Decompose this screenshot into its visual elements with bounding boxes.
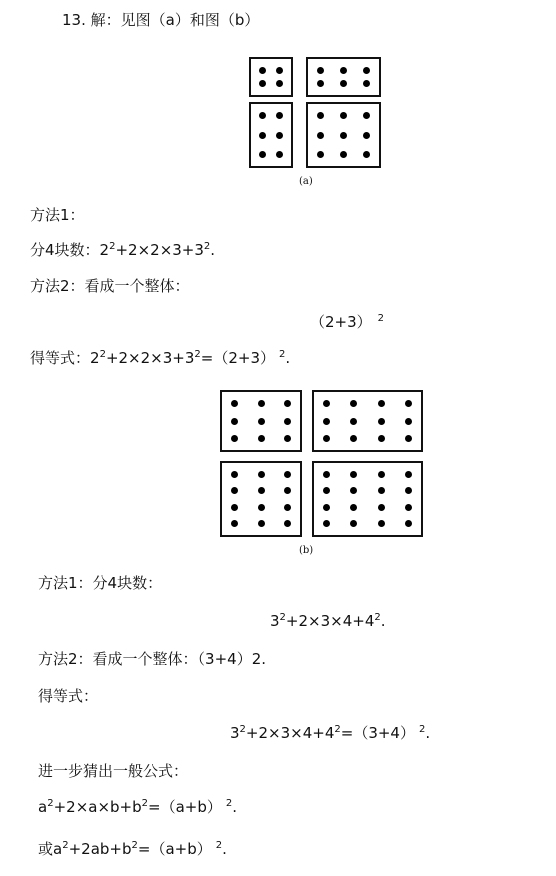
dot bbox=[259, 132, 266, 139]
term-middle: +2ab+ bbox=[68, 840, 122, 858]
dot bbox=[259, 67, 266, 74]
dot bbox=[363, 151, 370, 158]
figure-a-box-3 bbox=[249, 102, 293, 168]
dot bbox=[350, 520, 357, 527]
dot bbox=[378, 487, 385, 494]
whole-exponent: 2 bbox=[377, 313, 385, 324]
dot bbox=[284, 520, 291, 527]
dot bbox=[323, 400, 330, 407]
term-exponent: 2 bbox=[239, 724, 246, 735]
general-formula-2 bbox=[38, 840, 227, 858]
figure-a-box-2 bbox=[306, 57, 381, 97]
dot bbox=[350, 435, 357, 442]
dot bbox=[405, 400, 412, 407]
method1-prefix: 分4块数： bbox=[30, 241, 100, 259]
dot bbox=[363, 112, 370, 119]
dot bbox=[259, 112, 266, 119]
term-exponent: 2 bbox=[131, 840, 138, 851]
dot bbox=[231, 400, 238, 407]
dot bbox=[317, 112, 324, 119]
term-middle: +2×a×b+ bbox=[53, 798, 133, 816]
dot bbox=[231, 471, 238, 478]
term-exponent: 2 bbox=[374, 612, 381, 623]
dot bbox=[323, 418, 330, 425]
term-exponent: 2 bbox=[141, 798, 149, 809]
term-base: a bbox=[38, 798, 48, 816]
term-middle: +2×3×4+ bbox=[245, 724, 325, 742]
term-base: b bbox=[132, 798, 142, 816]
figure-a-box-1 bbox=[249, 57, 293, 97]
dot bbox=[258, 520, 265, 527]
dot bbox=[340, 112, 347, 119]
dot bbox=[350, 504, 357, 511]
figure-b-box-2 bbox=[312, 390, 423, 452]
dot bbox=[259, 80, 266, 87]
equation-rhs: =（2+3） bbox=[200, 349, 275, 367]
formula-prefix: 或 bbox=[38, 840, 54, 858]
part-a-method1-expression bbox=[30, 241, 215, 259]
term-base: 2 bbox=[90, 349, 100, 367]
dot bbox=[378, 520, 385, 527]
dot bbox=[323, 471, 330, 478]
general-label: 进一步猜出一般公式： bbox=[38, 762, 189, 780]
part-a-method1-label: 方法1： bbox=[30, 206, 85, 224]
dot bbox=[317, 80, 324, 87]
term-exponent: 2 bbox=[279, 612, 286, 623]
dot bbox=[284, 504, 291, 511]
dot bbox=[258, 471, 265, 478]
dot bbox=[231, 504, 238, 511]
dot bbox=[405, 520, 412, 527]
part-a-method2: 方法2：看成一个整体： bbox=[30, 277, 190, 295]
dot bbox=[284, 418, 291, 425]
part-b-equation-label: 得等式： bbox=[38, 687, 99, 705]
dot bbox=[258, 435, 265, 442]
part-b-expression bbox=[270, 612, 386, 630]
term-middle: +2×3×4+ bbox=[285, 612, 365, 630]
dot bbox=[323, 520, 330, 527]
dot bbox=[405, 504, 412, 511]
dot bbox=[258, 400, 265, 407]
term-base: 3 bbox=[194, 241, 204, 259]
dot bbox=[378, 504, 385, 511]
dot bbox=[378, 418, 385, 425]
dot bbox=[350, 400, 357, 407]
dot bbox=[276, 112, 283, 119]
dot bbox=[258, 487, 265, 494]
dot bbox=[259, 151, 266, 158]
term-base: 3 bbox=[184, 349, 195, 367]
term-exponent: 2 bbox=[62, 840, 69, 851]
dot bbox=[231, 487, 238, 494]
dot bbox=[258, 504, 265, 511]
rhs-exponent: 2 bbox=[279, 349, 286, 360]
dot bbox=[276, 151, 283, 158]
part-a-equation bbox=[30, 349, 290, 367]
dot bbox=[378, 435, 385, 442]
dot bbox=[323, 504, 330, 511]
part-b-method1: 方法1：分4块数： bbox=[38, 574, 163, 592]
dot bbox=[363, 132, 370, 139]
rhs-exponent: 2 bbox=[225, 798, 233, 809]
part-b-equation bbox=[230, 724, 430, 742]
dot bbox=[405, 471, 412, 478]
dot bbox=[405, 418, 412, 425]
dot bbox=[378, 471, 385, 478]
problem-header bbox=[62, 11, 259, 29]
term-base: b bbox=[122, 840, 132, 858]
term-middle: +2×2×3+ bbox=[105, 349, 185, 367]
dot bbox=[340, 151, 347, 158]
dot bbox=[284, 400, 291, 407]
dot bbox=[340, 67, 347, 74]
dot bbox=[323, 435, 330, 442]
dot bbox=[284, 487, 291, 494]
figure-b-caption: (b) bbox=[299, 545, 314, 556]
dot bbox=[231, 435, 238, 442]
dot bbox=[350, 471, 357, 478]
dot bbox=[317, 151, 324, 158]
dot bbox=[284, 471, 291, 478]
dot bbox=[405, 487, 412, 494]
dot bbox=[276, 67, 283, 74]
rhs-exponent: 2 bbox=[215, 840, 223, 851]
term-exponent: 2 bbox=[109, 241, 116, 252]
figure-b-box-3 bbox=[220, 461, 302, 537]
term-base: a bbox=[53, 840, 63, 858]
dot bbox=[350, 487, 357, 494]
header-text: 解：见图（a）和图（b） bbox=[90, 11, 260, 29]
problem-number: 13. bbox=[62, 11, 86, 29]
dot bbox=[231, 418, 238, 425]
equation-prefix: 得等式： bbox=[30, 349, 91, 367]
whole-base: （2+3） bbox=[310, 313, 372, 331]
term-base: 4 bbox=[364, 612, 375, 630]
dot bbox=[231, 520, 238, 527]
part-a-whole-expression bbox=[310, 313, 384, 331]
figure-a-caption: (a) bbox=[299, 176, 313, 187]
part-b-method2: 方法2：看成一个整体：（3+4）2. bbox=[38, 650, 267, 668]
term-base: 4 bbox=[324, 724, 335, 742]
dot bbox=[317, 67, 324, 74]
term-end: . bbox=[380, 612, 386, 630]
dot bbox=[363, 80, 370, 87]
figure-b-box-4 bbox=[312, 461, 423, 537]
term-end: . bbox=[210, 241, 216, 259]
term-end: . bbox=[222, 840, 227, 858]
figure-a-box-4 bbox=[306, 102, 381, 168]
dot bbox=[276, 80, 283, 87]
dot bbox=[317, 132, 324, 139]
term-middle: +2×2×3+ bbox=[115, 241, 195, 259]
term-exponent: 2 bbox=[334, 724, 341, 735]
dot bbox=[340, 80, 347, 87]
dot bbox=[276, 132, 283, 139]
term-exponent: 2 bbox=[99, 349, 106, 360]
dot bbox=[258, 418, 265, 425]
general-formula-1 bbox=[38, 798, 237, 816]
dot bbox=[363, 67, 370, 74]
term-base: 2 bbox=[99, 241, 110, 259]
equation-rhs: =（3+4） bbox=[340, 724, 415, 742]
dot bbox=[378, 400, 385, 407]
term-base: 3 bbox=[270, 612, 280, 630]
dot bbox=[350, 418, 357, 425]
term-exponent: 2 bbox=[47, 798, 54, 809]
term-end: . bbox=[232, 798, 238, 816]
figure-b-box-1 bbox=[220, 390, 302, 452]
term-exponent: 2 bbox=[194, 349, 201, 360]
equation-rhs: =（a+b） bbox=[137, 840, 212, 858]
dot bbox=[323, 487, 330, 494]
dot bbox=[340, 132, 347, 139]
term-end: . bbox=[425, 724, 431, 742]
dot bbox=[405, 435, 412, 442]
term-exponent: 2 bbox=[203, 241, 211, 252]
rhs-exponent: 2 bbox=[418, 724, 426, 735]
dot bbox=[284, 435, 291, 442]
term-end: . bbox=[285, 349, 291, 367]
term-base: 3 bbox=[230, 724, 240, 742]
equation-rhs: =（a+b） bbox=[148, 798, 222, 816]
